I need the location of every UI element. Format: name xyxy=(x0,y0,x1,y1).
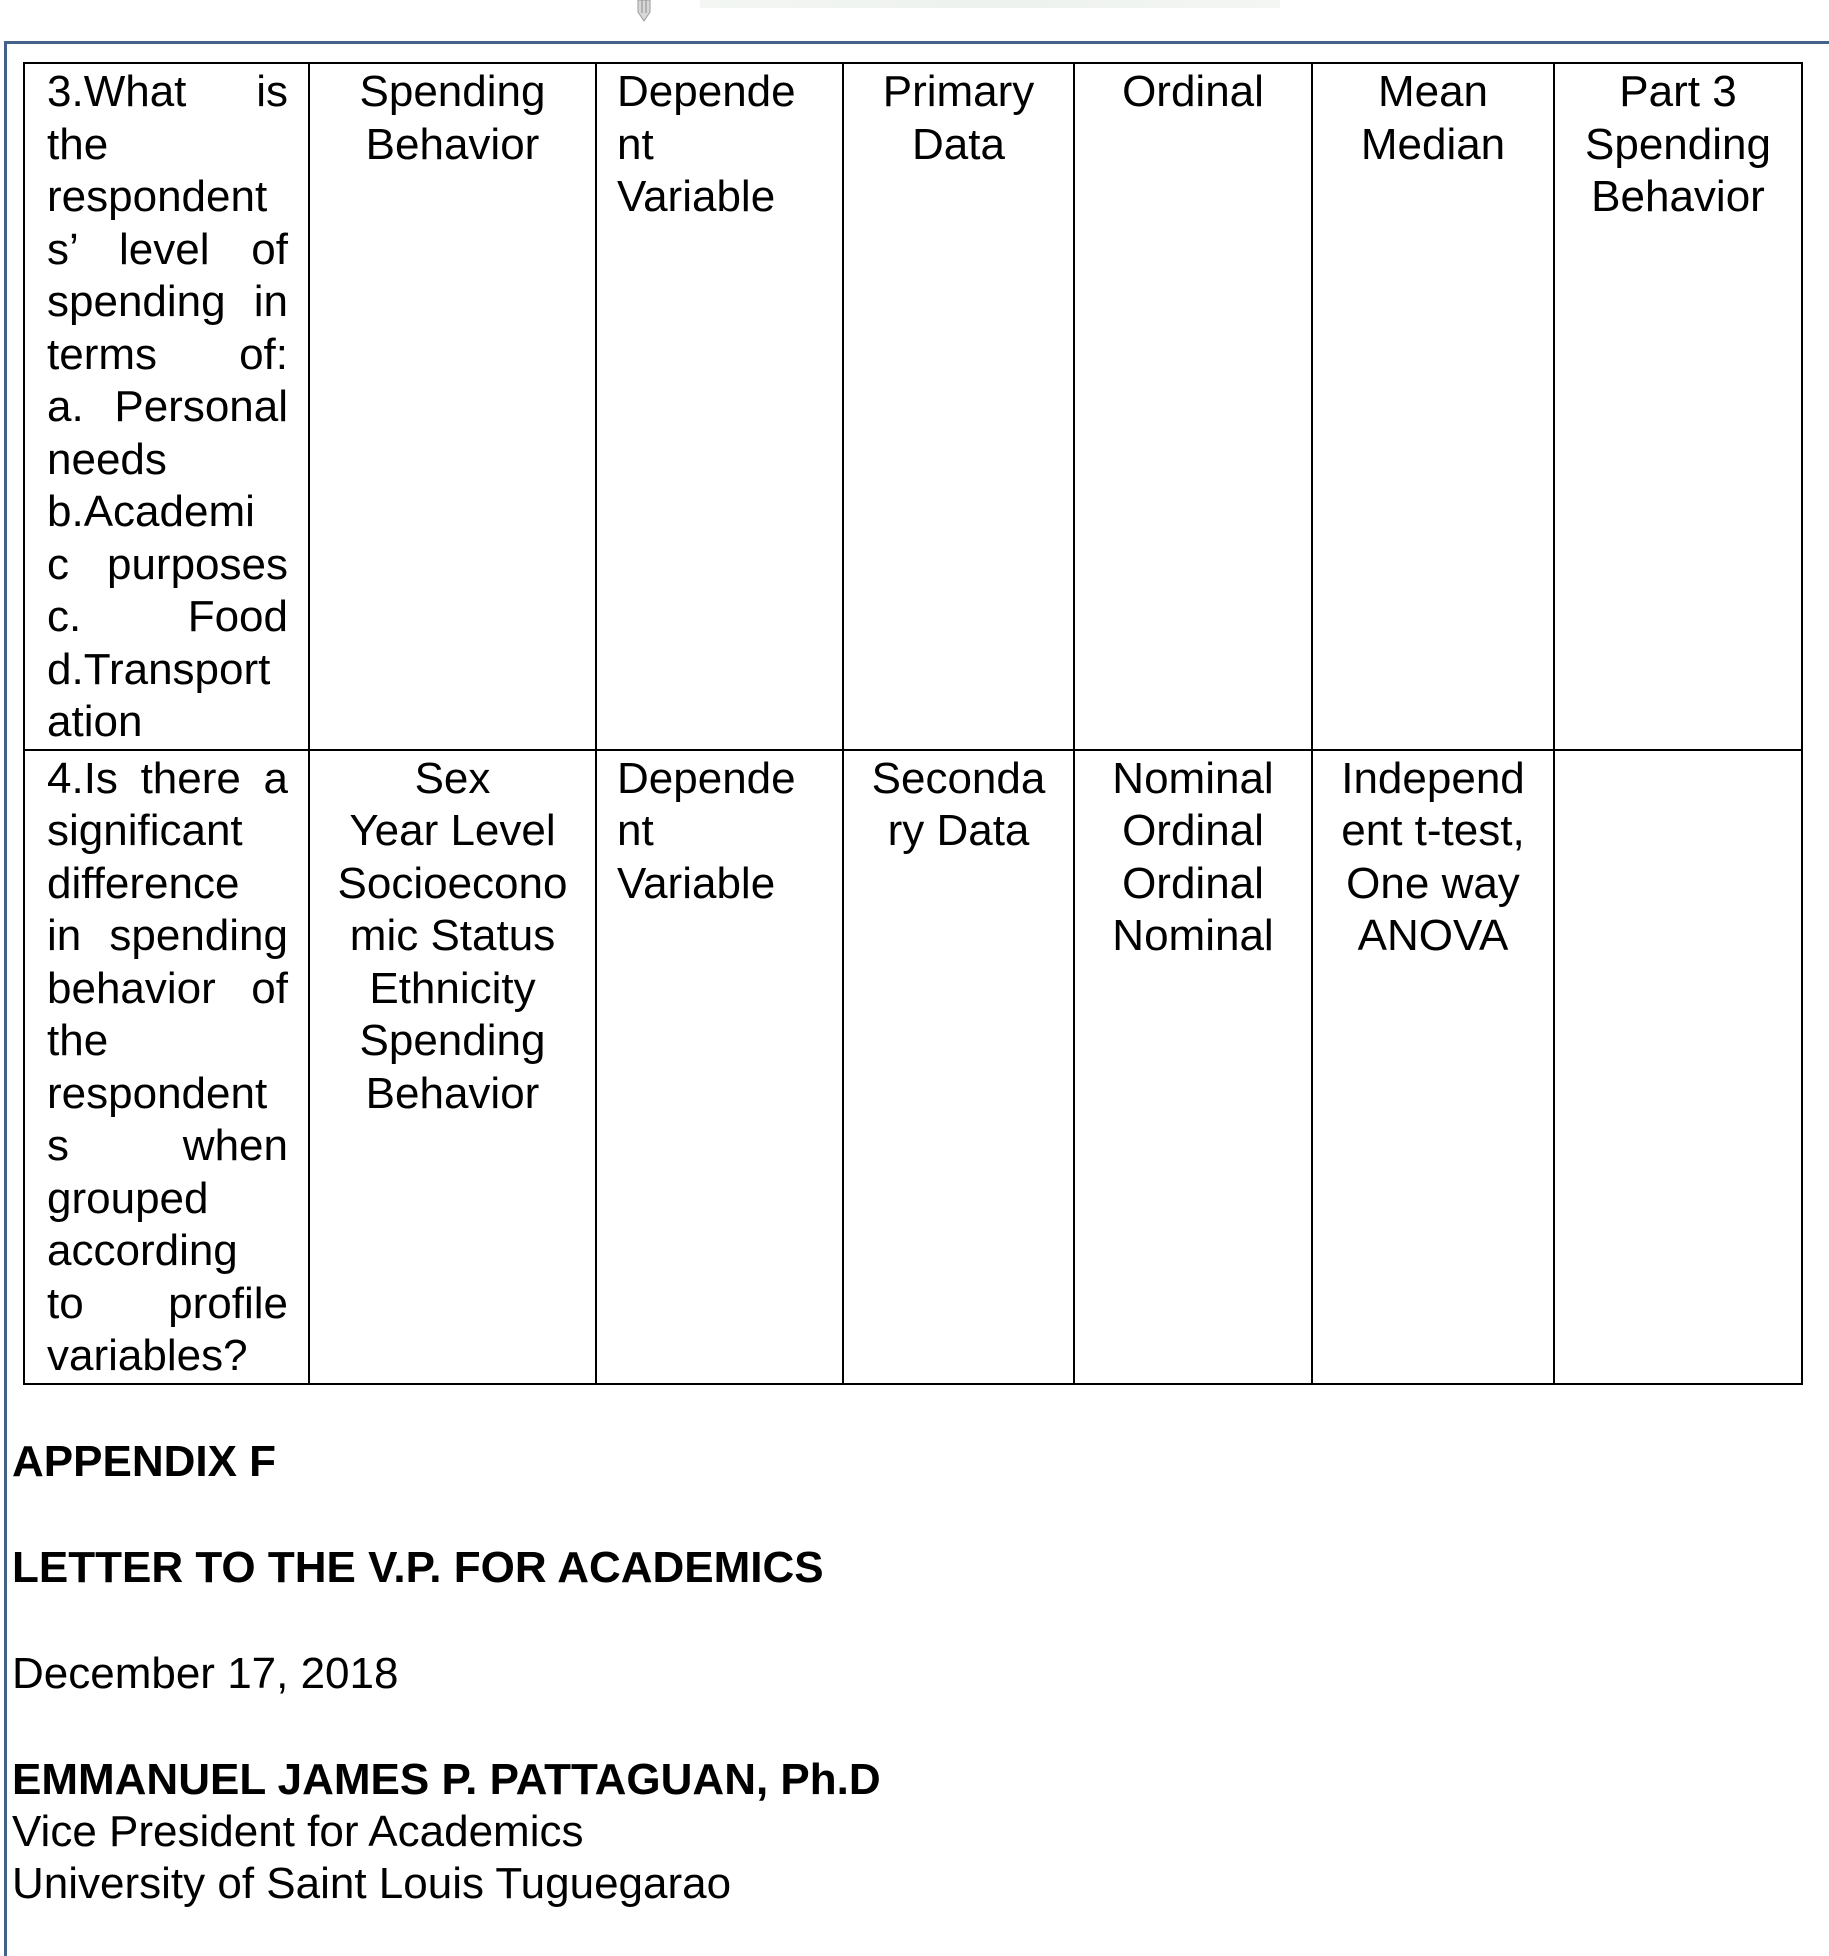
cell-line: mic Status xyxy=(349,911,556,960)
cell-line: Behavior xyxy=(365,119,540,169)
cell-line: Nominal xyxy=(1112,911,1274,960)
cell-line: Depende xyxy=(617,753,796,803)
cell-line: Behavior xyxy=(1591,172,1765,221)
cell-line: respondent xyxy=(47,1068,268,1118)
cell-line: Ordinal xyxy=(1122,806,1264,855)
cell-line: Median xyxy=(1360,119,1506,169)
cell-line: 4.Is there a xyxy=(47,753,288,803)
cell-line: Behavior xyxy=(365,1068,540,1118)
cell-line: Depende xyxy=(617,67,796,116)
cell-line: variables? xyxy=(47,1331,248,1380)
question-cell xyxy=(24,750,309,1384)
cell-line: grouped xyxy=(47,1173,209,1223)
cell-line: spending in xyxy=(47,277,288,326)
cell-line: a. Personal xyxy=(47,382,288,431)
instrument-cell xyxy=(1554,63,1802,750)
cell-line: Socioecono xyxy=(337,858,568,908)
cell-line: behavior of xyxy=(47,963,288,1013)
cell-line: c purposes xyxy=(47,539,288,589)
cell-line: Spending xyxy=(359,67,546,116)
letter-date: December 17, 2018 xyxy=(12,1649,399,1698)
letter-title: LETTER TO THE V.P. FOR ACADEMICS xyxy=(12,1543,824,1592)
variable-type-cell xyxy=(596,63,843,750)
table-row xyxy=(24,63,1802,750)
cell-line: s’ level of xyxy=(47,224,288,274)
cell-line: ry Data xyxy=(887,806,1030,855)
cell-line: One way xyxy=(1346,858,1520,908)
cell-line: needs xyxy=(47,434,167,484)
statistics-cell xyxy=(1312,750,1554,1384)
cell-line: in spending xyxy=(47,911,288,960)
cell-line: 3.What is xyxy=(47,67,288,116)
shield-pen-logo-icon xyxy=(634,0,654,22)
cell-line: the xyxy=(47,119,109,169)
research-matrix-table xyxy=(23,62,1803,1385)
cell-line: Primary xyxy=(882,67,1035,116)
recipient-position: Vice President for Academics xyxy=(12,1807,584,1856)
variables-cell xyxy=(309,750,596,1384)
cell-line: Independ xyxy=(1341,753,1525,803)
cell-line: respondent xyxy=(47,172,268,221)
instrument-cell xyxy=(1554,750,1802,1384)
cell-line: ation xyxy=(47,697,143,746)
scale-cell xyxy=(1074,63,1312,750)
cell-line: ANOVA xyxy=(1357,911,1509,960)
table-row xyxy=(24,750,1802,1384)
cell-line: the xyxy=(47,1016,109,1065)
page-frame-top xyxy=(4,41,1829,44)
variables-cell xyxy=(309,63,596,750)
cell-line: Ethnicity xyxy=(369,963,536,1013)
cell-line: Nominal xyxy=(1112,753,1274,803)
cell-line: according xyxy=(47,1226,238,1275)
data-source-cell xyxy=(843,750,1074,1384)
cell-line: Sex xyxy=(414,753,491,803)
header-text-faded xyxy=(700,0,1280,8)
statistics-cell xyxy=(1312,63,1554,750)
cell-line: significant xyxy=(47,806,243,855)
cell-line: Variable xyxy=(617,172,776,221)
cell-line: Ordinal xyxy=(1122,858,1264,908)
page-frame-left xyxy=(4,41,7,1956)
cell-line: Ordinal xyxy=(1122,67,1264,116)
cell-line: Mean xyxy=(1377,67,1489,116)
variable-type-cell xyxy=(596,750,843,1384)
cell-line: s when xyxy=(47,1121,288,1170)
cell-line: Seconda xyxy=(871,753,1046,803)
cell-line: Year Level xyxy=(349,806,556,855)
question-cell xyxy=(24,63,309,750)
cell-line: Part 3 xyxy=(1619,67,1737,116)
data-source-cell xyxy=(843,63,1074,750)
cell-line: ent t-test, xyxy=(1341,806,1525,855)
cell-line: difference xyxy=(47,858,240,908)
cell-line: b.Academi xyxy=(47,487,255,536)
cell-line: Spending xyxy=(1585,119,1771,169)
scale-cell xyxy=(1074,750,1312,1384)
cell-line: nt xyxy=(617,119,654,169)
cell-line: Data xyxy=(912,119,1005,169)
appendix-title: APPENDIX F xyxy=(12,1437,277,1486)
cell-line: d.Transport xyxy=(47,644,271,694)
recipient-name: EMMANUEL JAMES P. PATTAGUAN, Ph.D xyxy=(12,1755,881,1804)
cell-line: terms of: xyxy=(47,329,288,379)
cell-line: to profile xyxy=(47,1278,288,1328)
cell-line: nt xyxy=(617,806,654,855)
cell-line: Spending xyxy=(359,1016,546,1065)
cell-line: c. Food xyxy=(47,592,288,641)
recipient-institution: University of Saint Louis Tuguegarao xyxy=(12,1859,732,1908)
cell-line: Variable xyxy=(617,858,776,908)
